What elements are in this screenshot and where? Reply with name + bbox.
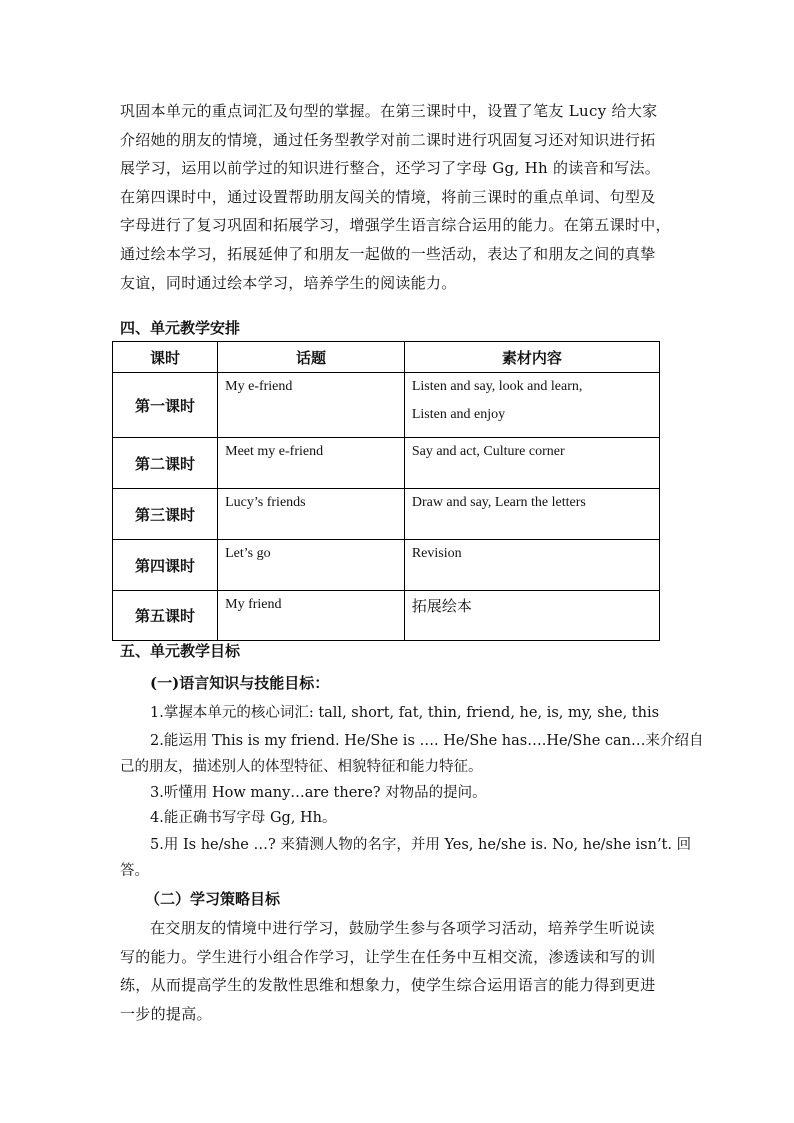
topic-cell xyxy=(218,591,405,641)
topic-cell xyxy=(218,540,405,591)
topic-text: Lucy’s friends xyxy=(225,495,306,510)
table-header-row xyxy=(113,342,660,373)
goal-line: 2.能运用 This is my friend. He/She is …. He/She has….He/She can…来介绍自 xyxy=(150,733,704,749)
table-row xyxy=(113,540,660,591)
intro-line: 在第四课时中，通过设置帮助朋友闯关的情境，将前三课时的重点单词、句型及 xyxy=(120,187,656,206)
topic-text: My e-friend xyxy=(225,379,293,394)
goal-item xyxy=(120,832,692,884)
content-cell xyxy=(404,591,659,641)
goal-item: 4.能正确书写字母 Gg, Hh。 xyxy=(150,810,337,826)
intro-line: 字母进行了复习巩固和拓展学习，增强学生语言综合运用的能力。在第五课时中， xyxy=(120,216,671,235)
content-text: 拓展绘本 xyxy=(411,597,472,615)
table-row xyxy=(113,438,660,489)
intro-line: 友谊，同时通过绘本学习，培养学生的阅读能力。 xyxy=(120,273,457,292)
content-text: Draw and say, Learn the letters xyxy=(411,495,586,510)
intro-line: 通过绘本学习，拓展延伸了和朋友一起做的一些活动，表达了和朋友之间的真挚 xyxy=(120,244,656,263)
content-text: Listen and say, look and learn, xyxy=(411,379,583,394)
content-cell xyxy=(404,373,659,438)
header-content: 素材内容 xyxy=(404,342,659,373)
strategy-subheading: （二）学习策略目标 xyxy=(145,890,281,908)
intro-line: 介绍她的朋友的情境，通过任务型教学对前二课时进行巩固复习还对知识进行拓 xyxy=(120,130,656,149)
header-topic: 话题 xyxy=(218,342,405,373)
content-cell xyxy=(404,438,659,489)
table-row xyxy=(113,373,660,438)
content-text: Revision xyxy=(411,546,462,561)
table-row xyxy=(113,489,660,540)
lesson-cell: 第五课时 xyxy=(113,591,218,641)
table-row xyxy=(113,591,660,641)
content-cell xyxy=(404,489,659,540)
language-goals-subheading: (一)语言知识与技能目标： xyxy=(150,674,330,692)
goal-line: 5.用 Is he/she …? 来猜测人物的名字，并用 Yes, he/she is. No, he/she isn’t. 回 xyxy=(150,837,692,853)
intro-line: 展学习，运用以前学过的知识进行整合，还学习了字母 Gg, Hh 的读音和写法。 xyxy=(120,159,661,178)
topic-cell xyxy=(218,489,405,540)
strategy-line: 一步的提高。 xyxy=(120,1004,212,1023)
strategy-paragraph xyxy=(120,914,680,1028)
content-text: Listen and enjoy xyxy=(411,407,506,422)
goal-line: 答。 xyxy=(120,863,149,879)
content-cell xyxy=(404,540,659,591)
strategy-line: 练，从而提高学生的发散性思维和想象力，使学生综合运用语言的能力得到更进 xyxy=(120,976,656,995)
topic-text: Let’s go xyxy=(225,546,271,561)
lesson-cell: 第二课时 xyxy=(113,438,218,489)
topic-cell xyxy=(218,438,405,489)
header-lesson: 课时 xyxy=(113,342,218,373)
goal-item: 1.掌握本单元的核心词汇: tall, short, fat, thin, friend, he, is, my, she, this xyxy=(150,705,660,721)
strategy-line: 写的能力。学生进行小组合作学习，让学生在任务中互相交流，渗透读和写的训 xyxy=(120,947,656,966)
lesson-cell: 第四课时 xyxy=(113,540,218,591)
lesson-cell: 第一课时 xyxy=(113,373,218,438)
strategy-line: 在交朋友的情境中进行学习，鼓励学生参与各项学习活动，培养学生听说读 xyxy=(150,919,655,937)
topic-text: My friend xyxy=(225,597,282,612)
goal-line: 己的朋友，描述别人的体型特征、相貌特征和能力特征。 xyxy=(120,759,483,775)
intro-line: 巩固本单元的重点词汇及句型的掌握。在第三课时中，设置了笔友 Lucy 给大家 xyxy=(120,102,658,120)
lesson-plan-table xyxy=(112,341,660,641)
goal-item xyxy=(120,728,704,780)
intro-paragraph xyxy=(120,97,680,297)
section4-heading: 四、单元教学安排 xyxy=(120,319,241,337)
content-text: Say and act, Culture corner xyxy=(411,444,565,459)
lesson-cell: 第三课时 xyxy=(113,489,218,540)
goal-item: 3.听懂用 How many…are there? 对物品的提问。 xyxy=(150,785,487,801)
topic-cell xyxy=(218,373,405,438)
section5-heading: 五、单元教学目标 xyxy=(120,642,241,660)
topic-text: Meet my e-friend xyxy=(225,444,324,459)
